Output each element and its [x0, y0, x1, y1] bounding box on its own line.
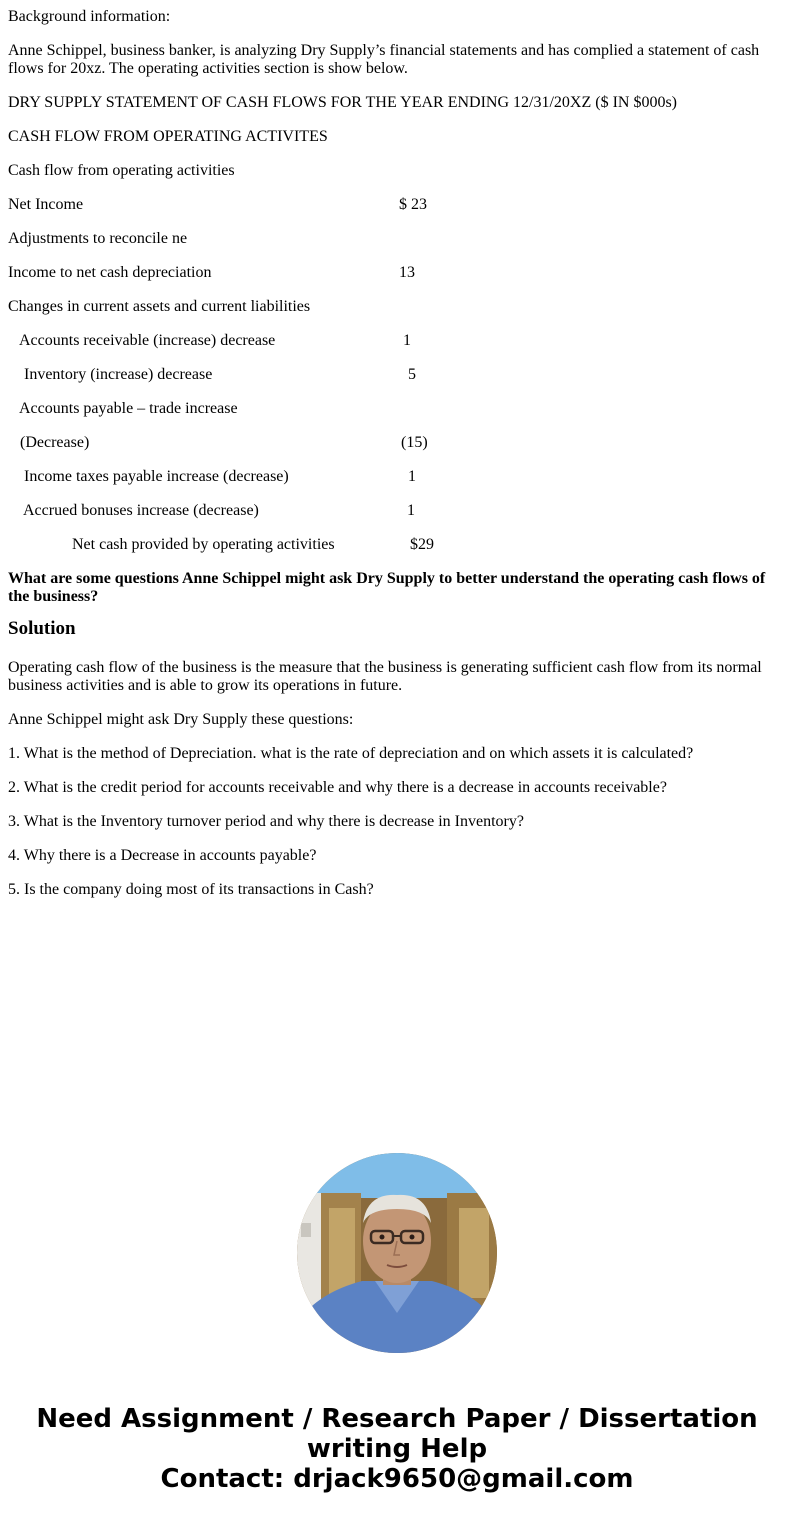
- answer-item: 4. Why there is a Decrease in accounts payable?: [8, 847, 317, 864]
- table-row-total: [8, 536, 778, 554]
- section-heading: CASH FLOW FROM OPERATING ACTIVITES: [8, 128, 328, 145]
- table-row: [8, 366, 778, 384]
- banner-line: writing Help: [306, 1434, 488, 1464]
- table-row: [8, 468, 778, 486]
- answer-item: 5. Is the company doing most of its transactions in Cash?: [8, 881, 374, 898]
- row-label: Income taxes payable increase (decrease): [24, 468, 289, 485]
- row-label: Net Income: [8, 196, 84, 213]
- row-value: 1: [408, 468, 416, 485]
- answer-item: 3. What is the Inventory turnover period and why there is decrease in Inventory?: [8, 813, 524, 830]
- banner-contact: Contact: drjack9650@gmail.com: [160, 1464, 634, 1494]
- row-value: 1: [407, 502, 415, 519]
- table-row: [8, 264, 778, 282]
- row-value: 5: [408, 366, 416, 383]
- table-row: [8, 230, 778, 248]
- row-label: Accounts receivable (increase) decrease: [19, 332, 276, 349]
- row-label: Cash flow from operating activities: [8, 162, 235, 179]
- table-row: [8, 196, 778, 214]
- avatar-photo: [297, 1153, 497, 1353]
- row-label: Accounts payable – trade increase: [19, 400, 238, 417]
- row-value: 13: [399, 264, 415, 281]
- table-row: [8, 502, 778, 520]
- answer-item: 1. What is the method of Depreciation. what is the rate of depreciation and on which assets it is calculated?: [8, 745, 694, 762]
- cash-flow-table: [8, 162, 778, 554]
- table-row: [8, 162, 778, 180]
- solution-intro: Operating cash flow of the business is the measure that the business is generating sufficient cash flow from its normal business activities and is able to grow its operations in future.: [8, 659, 762, 694]
- solution-heading: Solution: [8, 618, 76, 639]
- row-label: Accrued bonuses increase (decrease): [23, 502, 259, 519]
- row-value: (15): [401, 434, 428, 451]
- solution-lead: Anne Schippel might ask Dry Supply these questions:: [8, 711, 354, 728]
- table-row: [8, 400, 778, 418]
- row-value: $ 23: [399, 196, 427, 213]
- row-value: $29: [410, 536, 434, 553]
- statement-title: DRY SUPPLY STATEMENT OF CASH FLOWS FOR THE YEAR ENDING 12/31/20XZ ($ IN $000s): [8, 94, 678, 111]
- question-text: What are some questions Anne Schippel might ask Dry Supply to better understand the operating cash flows of the business?: [8, 570, 766, 605]
- table-row: [8, 434, 778, 452]
- row-label: Changes in current assets and current liabilities: [8, 298, 311, 315]
- row-value: 1: [403, 332, 411, 349]
- banner-line: Need Assignment / Research Paper / Dissertation: [36, 1404, 758, 1434]
- background-label: Background information:: [8, 8, 171, 25]
- document-body: [8, 8, 778, 915]
- row-label: Net cash provided by operating activities: [72, 536, 335, 553]
- avatar: [297, 1153, 497, 1353]
- row-label: Inventory (increase) decrease: [24, 366, 213, 383]
- answer-item: 2. What is the credit period for accounts receivable and why there is a decrease in accounts receivable?: [8, 779, 667, 796]
- row-label: Adjustments to reconcile ne: [8, 230, 188, 247]
- contact-banner: [0, 1404, 794, 1494]
- row-label: (Decrease): [20, 434, 90, 451]
- row-label: Income to net cash depreciation: [8, 264, 212, 281]
- intro-paragraph: Anne Schippel, business banker, is analyzing Dry Supply’s financial statements and has complied a statement of cash flows for 20xz. The operating activities section is show below.: [8, 42, 760, 77]
- table-row: [8, 298, 778, 316]
- table-row: [8, 332, 778, 350]
